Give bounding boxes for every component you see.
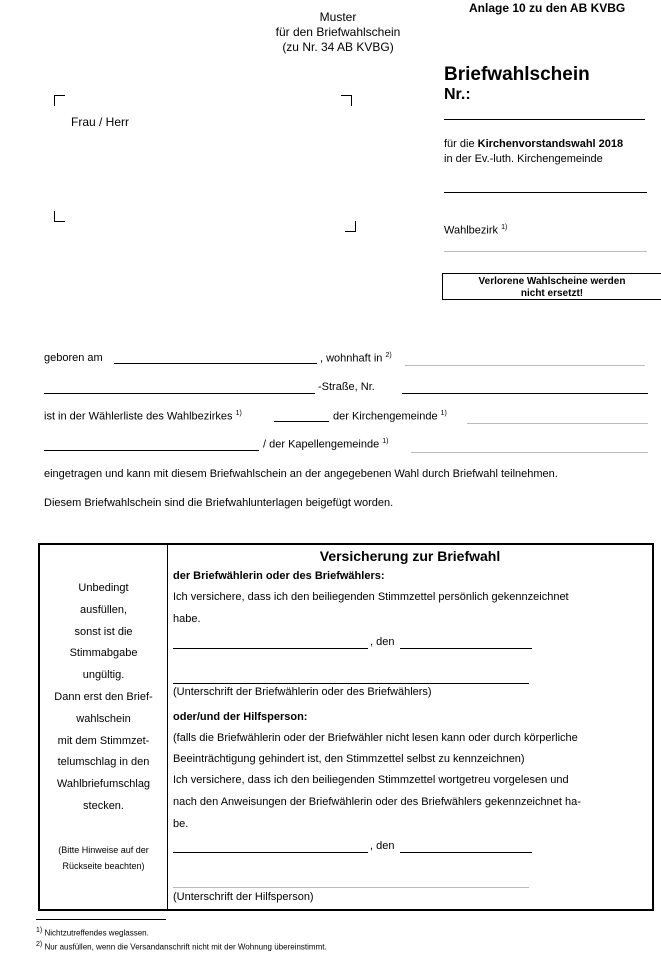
parish-sup: 1) bbox=[440, 410, 447, 417]
footnote-2-text: Nur ausfüllen, wenn die Versandanschrift nicht mit der Wohnung übereinstimmt. bbox=[44, 942, 327, 952]
voter-date-label: , den bbox=[370, 636, 395, 648]
footnote-1 bbox=[36, 925, 327, 939]
muster-line3: (zu Nr. 34 AB KVBG) bbox=[282, 40, 394, 54]
muster-line1: Muster bbox=[319, 10, 357, 24]
instructions-line: ausfüllen, bbox=[79, 603, 128, 616]
chapel-text: / der Kapellengemeinde bbox=[263, 438, 380, 451]
card-nr-line bbox=[444, 119, 645, 120]
helper-text-line3: Ich versichere, dass ich den beiliegenden Stimmzettel wortgetreu vorgelesen und bbox=[173, 774, 569, 786]
living-line[interactable] bbox=[405, 365, 645, 366]
parish-text: der Kirchengemeinde bbox=[333, 410, 438, 423]
street-name-line[interactable] bbox=[44, 393, 315, 394]
footnote-1-mark: 1) bbox=[36, 927, 43, 934]
muster-heading bbox=[228, 10, 448, 55]
instructions-line: Wahlbriefumschlag bbox=[56, 778, 151, 791]
voterlist-text: ist in der Wählerliste des Wahlbezirkes bbox=[44, 410, 233, 423]
voter-signature-label: (Unterschrift der Briefwählerin oder des Briefwählers) bbox=[173, 686, 432, 698]
helper-signature-line[interactable] bbox=[173, 887, 529, 888]
voter-place-line[interactable] bbox=[173, 648, 368, 649]
instructions-line: mit dem Stimmzet- bbox=[57, 734, 150, 747]
address-corner-br bbox=[345, 221, 356, 232]
footnote-2-mark: 2) bbox=[36, 940, 43, 948]
helper-signature-label: (Unterschrift der Hilfsperson) bbox=[173, 891, 314, 903]
card-election-name: Kirchenvorstandswahl 2018 bbox=[477, 138, 624, 150]
born-label: geboren am bbox=[44, 352, 103, 364]
street-label: -Straße, Nr. bbox=[318, 381, 375, 393]
instructions-line: sonst ist die bbox=[74, 625, 133, 638]
muster-line2: für den Briefwahlschein bbox=[275, 25, 401, 39]
warning-line1: Verlorene Wahlscheine werden bbox=[478, 276, 626, 287]
footnote-2 bbox=[36, 939, 327, 953]
instructions-line: ungültig. bbox=[82, 669, 125, 682]
voter-date-line[interactable] bbox=[400, 648, 532, 649]
chapel-label bbox=[263, 438, 389, 451]
card-parish: in der Ev.-luth. Kirchengemeinde bbox=[444, 153, 603, 165]
voter-heading: der Briefwählerin oder des Briefwählers: bbox=[173, 570, 385, 582]
warning-line2: nicht ersetzt! bbox=[520, 287, 584, 299]
voter-text-line2: habe. bbox=[173, 613, 201, 625]
address-corner-tl bbox=[54, 95, 65, 106]
living-text: , wohnhaft in bbox=[320, 352, 383, 365]
helper-text-line1: (falls die Briefwählerin oder der Briefwähler nicht lesen kann oder durch körperliche bbox=[173, 732, 578, 744]
declaration-box bbox=[38, 543, 654, 911]
voterlist-label bbox=[44, 410, 242, 423]
footnote-1-text: Nichtzutreffendes weglassen. bbox=[44, 928, 149, 938]
instructions-line: telumschlag in den bbox=[57, 756, 150, 769]
voterlist-sup: 1) bbox=[235, 410, 242, 417]
living-sup: 2) bbox=[385, 352, 392, 359]
card-for-prefix: für die bbox=[444, 138, 478, 150]
footnotes bbox=[36, 925, 327, 952]
helper-date-line[interactable] bbox=[400, 852, 532, 853]
instructions-line: Unbedingt bbox=[78, 582, 129, 594]
instructions-line: Stimmabgabe bbox=[69, 647, 138, 660]
card-district-label: Wahlbezirk bbox=[444, 224, 498, 237]
helper-heading: oder/und der Hilfsperson: bbox=[173, 711, 308, 723]
parish-line[interactable] bbox=[467, 423, 648, 424]
helper-date-label: , den bbox=[370, 840, 395, 852]
parish-label bbox=[333, 410, 447, 423]
registered-text: eingetragen und kann mit diesem Briefwahlschein an der angegebenen Wahl durch Briefwahl teilnehmen. bbox=[44, 468, 558, 480]
card-election-text bbox=[444, 137, 623, 167]
card-nr-label: Nr.: bbox=[444, 86, 471, 103]
instructions-text bbox=[40, 578, 167, 818]
chapel-sup: 1) bbox=[382, 438, 389, 445]
instructions-note bbox=[40, 842, 167, 874]
declaration-instructions bbox=[40, 545, 168, 909]
attached-text: Diesem Briefwahlschein sind die Briefwahlunterlagen beigefügt worden. bbox=[44, 497, 394, 509]
helper-place-line[interactable] bbox=[173, 852, 368, 853]
declaration-title: Versicherung zur Briefwahl bbox=[319, 548, 501, 564]
card-district-sup: 1) bbox=[501, 224, 508, 231]
annex-label: Anlage 10 zu den AB KVBG bbox=[469, 1, 626, 15]
instructions-note-line2: Rückseite beachten) bbox=[62, 861, 145, 871]
instructions-note-line1: (Bitte Hinweise auf der bbox=[58, 845, 149, 855]
instructions-line: Dann erst den Brief- bbox=[54, 690, 153, 703]
voter-text-line1: Ich versichere, dass ich den beiliegenden Stimmzettel persönlich gekennzeichnet bbox=[173, 591, 569, 603]
born-line[interactable] bbox=[114, 363, 317, 364]
address-corner-tr bbox=[341, 95, 352, 106]
card-title: Briefwahlschein bbox=[444, 64, 590, 85]
living-label bbox=[320, 352, 392, 365]
card-district bbox=[444, 224, 507, 237]
helper-text-line4: nach den Anweisungen der Briefwählerin oder des Briefwählers gekennzeichnet ha- bbox=[173, 796, 581, 808]
instructions-line: stecken. bbox=[83, 799, 124, 812]
address-salutation: Frau / Herr bbox=[71, 115, 130, 129]
card-district-line bbox=[444, 251, 647, 252]
warning-box bbox=[442, 273, 661, 300]
instructions-line: wahlschein bbox=[76, 712, 131, 725]
chapel-line[interactable] bbox=[411, 452, 648, 453]
chapel-name-line[interactable] bbox=[44, 450, 259, 451]
helper-text-line5: be. bbox=[173, 818, 189, 830]
street-number-line[interactable] bbox=[402, 393, 648, 394]
voter-signature-line[interactable] bbox=[173, 683, 529, 684]
address-corner-bl bbox=[54, 211, 65, 222]
voterlist-line[interactable] bbox=[274, 421, 329, 422]
helper-text-line2: Beeinträchtigung gehindert ist, den Stimmzettel selbst zu kennzeichnen) bbox=[173, 753, 525, 765]
card-parish-line bbox=[444, 192, 647, 193]
footnote-rule bbox=[36, 919, 166, 920]
